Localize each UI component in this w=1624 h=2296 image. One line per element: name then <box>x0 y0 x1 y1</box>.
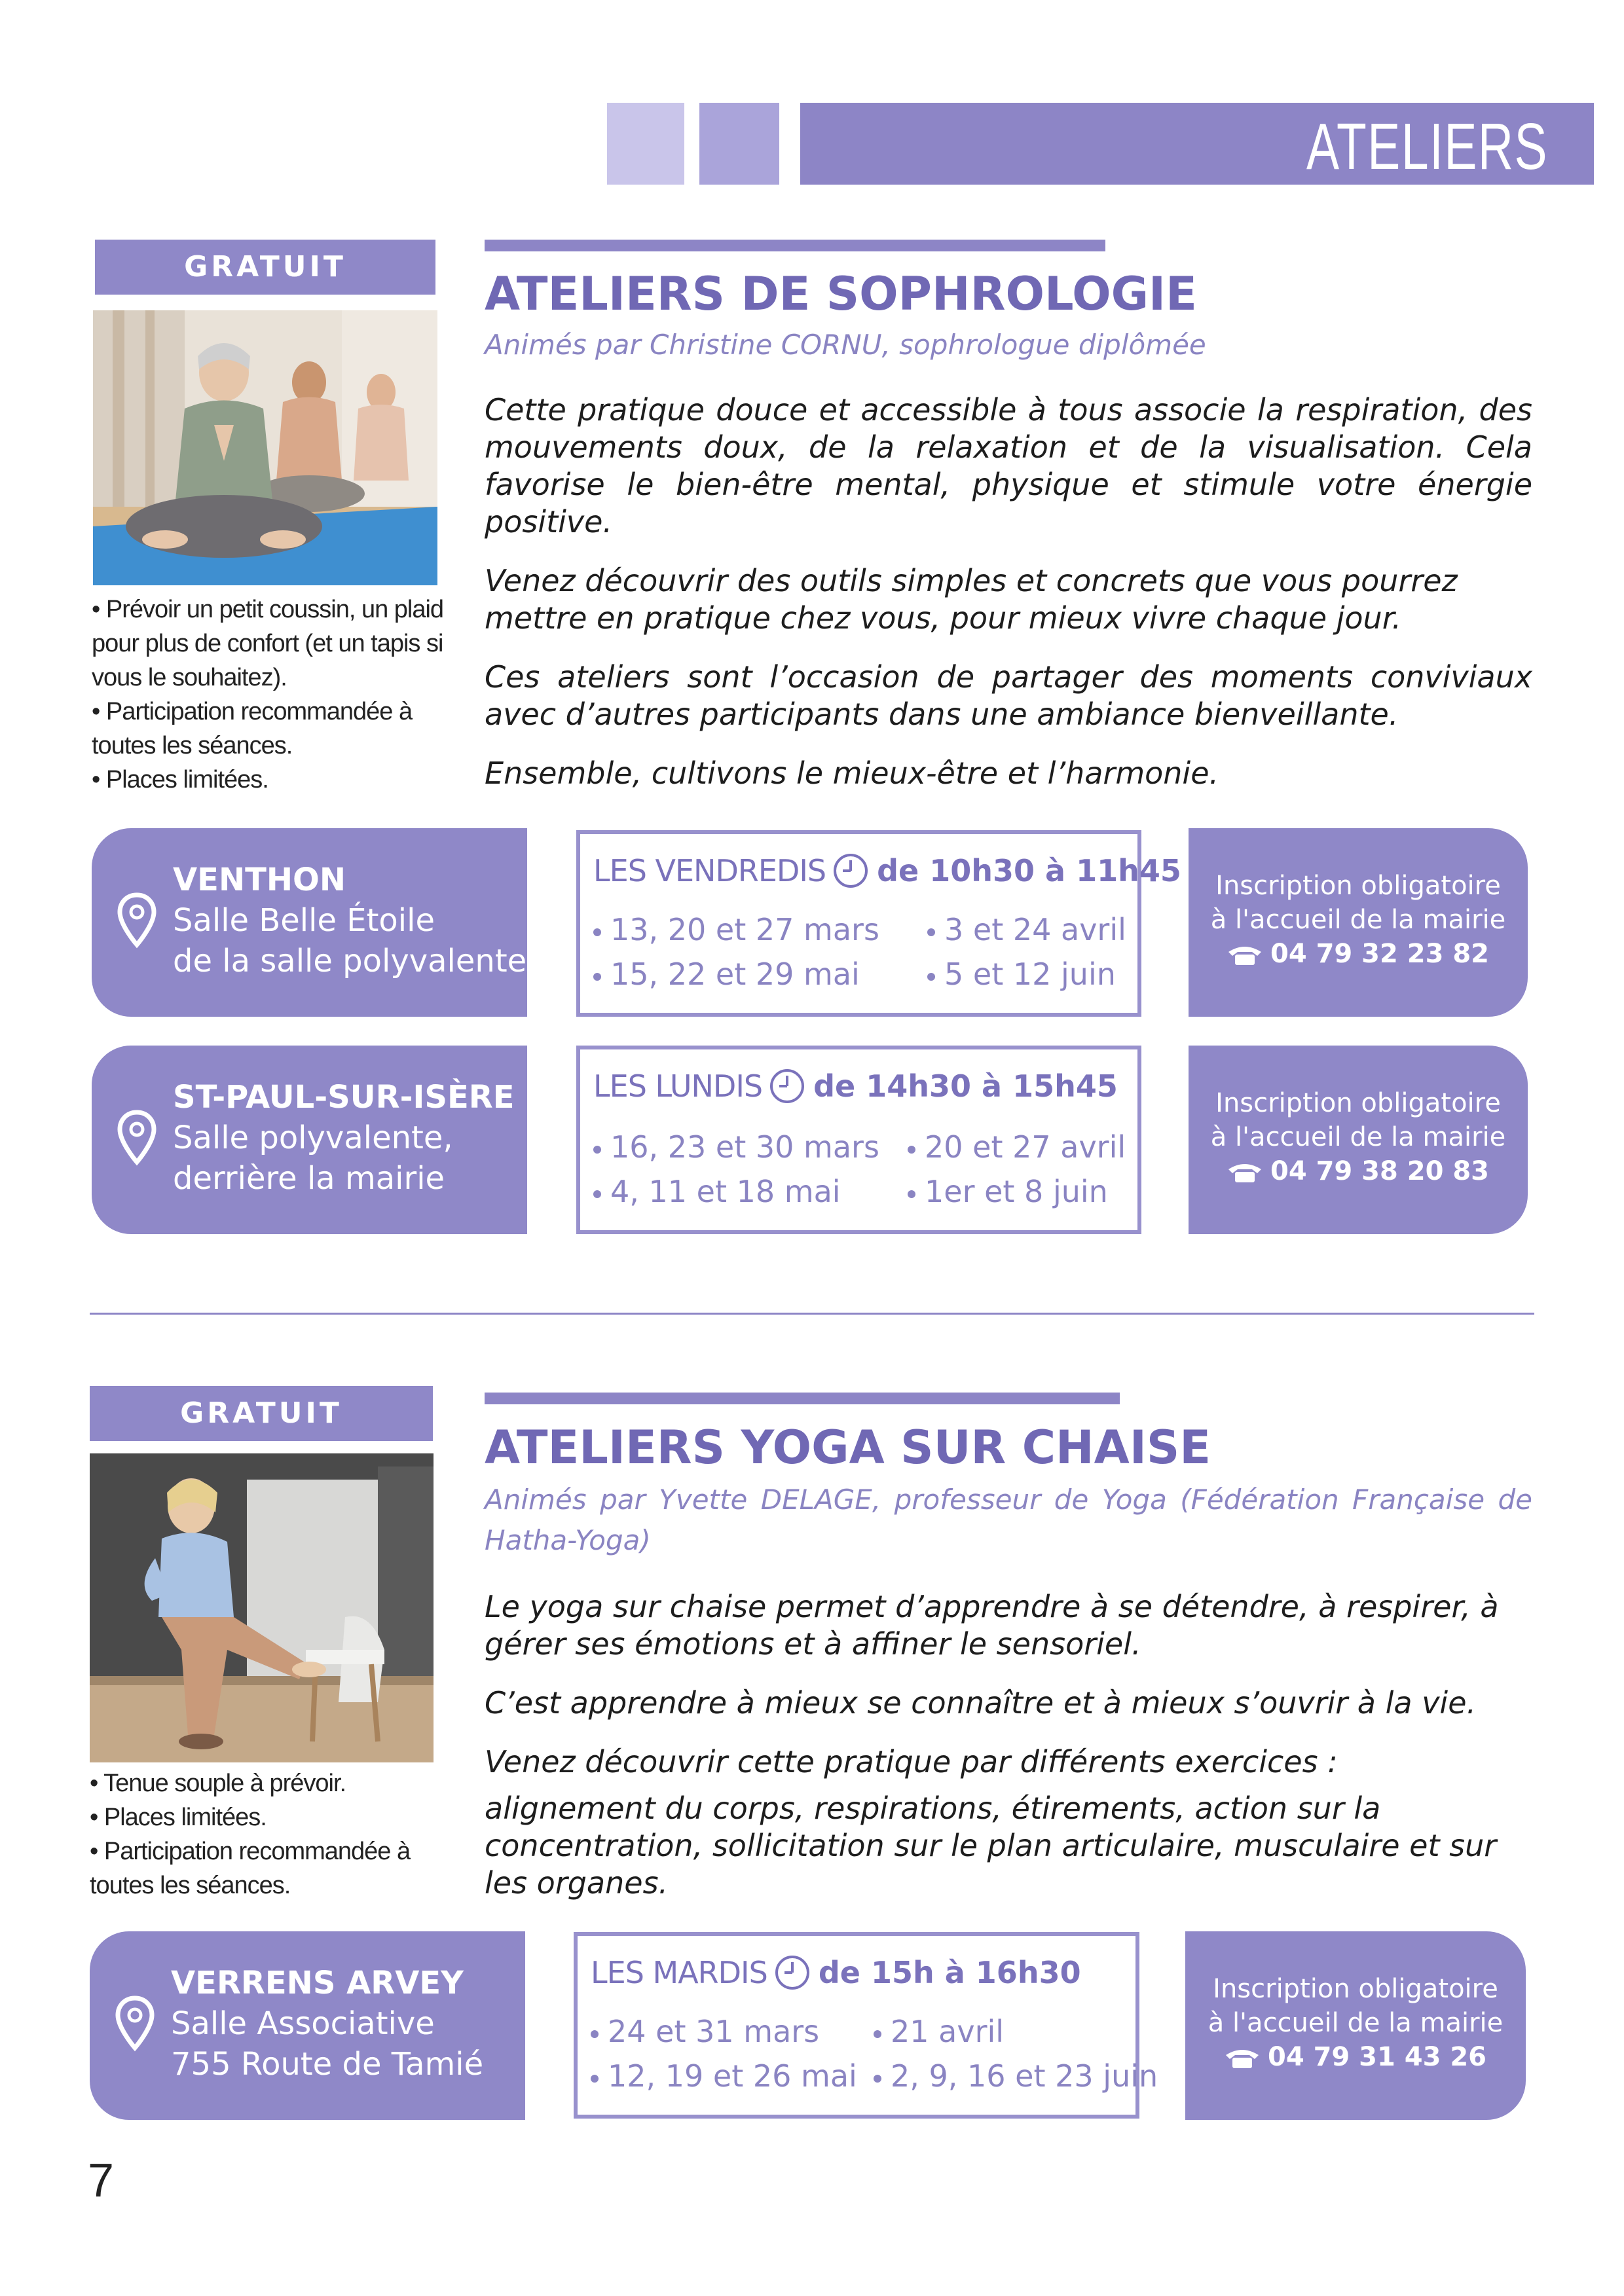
location-line: Salle Associative <box>171 2005 435 2042</box>
clock-icon <box>774 1954 811 1991</box>
schedule-time: de 10h30 à 11h45 <box>877 853 1181 888</box>
location-card <box>92 828 527 1017</box>
location-line: de la salle polyvalente <box>173 943 527 979</box>
date-item: 1er et 8 juin <box>908 1169 1126 1214</box>
page-title: ATELIERS <box>1306 110 1548 183</box>
free-badge: GRATUIT <box>90 1386 433 1441</box>
date-item: 15, 22 et 29 mai <box>593 952 879 996</box>
sophrologie-notes <box>92 592 445 797</box>
inscription-text: Inscription obligatoire <box>1215 871 1501 901</box>
location-card <box>90 1931 525 2120</box>
date-item: 20 et 27 avril <box>908 1125 1126 1169</box>
location-pin-icon <box>115 1995 155 2052</box>
schedule-day: LES VENDREDIS <box>593 853 826 888</box>
inscription-text: Inscription obligatoire <box>1215 1088 1501 1118</box>
location-name: VERRENS ARVEY <box>171 1965 464 2001</box>
clock-icon <box>832 852 869 889</box>
note-item: • Participation recommandée à toutes les séances. <box>90 1838 411 1899</box>
location-pin-icon <box>117 892 157 949</box>
section-divider <box>90 1313 1534 1315</box>
date-item: 16, 23 et 30 mars <box>593 1125 879 1169</box>
location-line: Salle polyvalente, <box>173 1120 453 1156</box>
inscription-card <box>1189 1046 1528 1234</box>
note-item: • Prévoir un petit coussin, un plaid pour plus de confort (et un tapis si vous le souhaitez). <box>92 596 444 691</box>
date-item: 24 et 31 mars <box>591 2009 857 2054</box>
header-square-mid <box>699 103 779 185</box>
clock-icon <box>769 1068 805 1104</box>
telephone-icon <box>1227 944 1263 966</box>
location-card <box>92 1046 527 1234</box>
note-item: • Places limitées. <box>92 766 268 793</box>
paragraph: Ces ateliers sont l’occasion de partager des moments conviviaux avec d’autres participants dans une ambiance bienveillante. <box>485 659 1532 732</box>
telephone-icon <box>1227 1161 1263 1184</box>
date-item: 4, 11 et 18 mai <box>593 1169 879 1214</box>
location-line: derrière la mairie <box>173 1160 445 1197</box>
location-line: Salle Belle Étoile <box>173 902 435 939</box>
schedule-day: LES MARDIS <box>591 1955 767 1990</box>
free-badge: GRATUIT <box>95 240 435 295</box>
schedule-time: de 15h à 16h30 <box>818 1955 1081 1990</box>
yoga-chair-photo <box>90 1453 434 1762</box>
phone-number: 04 79 32 23 82 <box>1270 939 1490 969</box>
schedule-box <box>576 830 1181 1017</box>
location-line: 755 Route de Tamié <box>171 2046 484 2083</box>
paragraph: Venez découvrir des outils simples et concrets que vous pourrez mettre en pratique chez vous, pour mieux vivre chaque jour. <box>485 563 1458 636</box>
inscription-card <box>1185 1931 1526 2120</box>
paragraph: Cette pratique douce et accessible à tous associe la respiration, des mouvements doux, de la relaxation et de la visualisation. Cela favorise le bien-être mental, physique et stimule votre énergie positive. <box>485 392 1532 539</box>
location-name: ST-PAUL-SUR-ISÈRE <box>173 1079 515 1116</box>
inscription-card <box>1189 828 1528 1017</box>
yoga-description <box>485 1588 1539 1923</box>
header-bar <box>800 103 1594 185</box>
inscription-text: Inscription obligatoire <box>1213 1974 1498 2004</box>
inscription-text: à l'accueil de la mairie <box>1210 1122 1506 1152</box>
inscription-text: à l'accueil de la mairie <box>1210 905 1506 935</box>
paragraph: alignement du corps, respirations, étirements, action sur la concentration, sollicitation sur le plan articulaire, musculaire et sur les organes. <box>485 1791 1497 1901</box>
telephone-icon <box>1225 2047 1260 2069</box>
location-pin-icon <box>117 1110 157 1166</box>
note-item: • Participation recommandée à toutes les séances. <box>92 698 413 759</box>
note-item: • Places limitées. <box>90 1804 267 1831</box>
section-title: ATELIERS YOGA SUR CHAISE <box>485 1421 1211 1474</box>
sophrologie-description <box>485 392 1532 814</box>
header-square-light <box>607 103 684 185</box>
yoga-notes <box>90 1766 443 1903</box>
schedule-time: de 14h30 à 15h45 <box>813 1068 1118 1104</box>
paragraph: C’est apprendre à mieux se connaître et à mieux s’ouvrir à la vie. <box>485 1685 1477 1721</box>
date-item: 2, 9, 16 et 23 juin <box>874 2054 1158 2098</box>
paragraph: Venez découvrir cette pratique par différents exercices : <box>485 1744 1338 1779</box>
inscription-text: à l'accueil de la mairie <box>1208 2008 1504 2038</box>
paragraph: Ensemble, cultivons le mieux-être et l’harmonie. <box>485 756 1219 791</box>
date-item: 12, 19 et 26 mai <box>591 2054 857 2098</box>
section-subtitle: Animés par Yvette DELAGE, professeur de Yoga (Fédération Française de Hatha-Yoga) <box>485 1484 1532 1556</box>
section-rule <box>485 1393 1120 1404</box>
section-subtitle: Animés par Christine CORNU, sophrologue diplômée <box>485 329 1206 361</box>
date-item: 21 avril <box>874 2009 1158 2054</box>
date-item: 5 et 12 juin <box>927 952 1126 996</box>
phone-number: 04 79 38 20 83 <box>1270 1156 1490 1186</box>
date-item: 3 et 24 avril <box>927 907 1126 952</box>
meditation-photo <box>93 310 437 585</box>
section-rule <box>485 240 1105 251</box>
location-name: VENTHON <box>173 862 346 898</box>
note-item: • Tenue souple à prévoir. <box>90 1770 346 1797</box>
schedule-day: LES LUNDIS <box>593 1068 763 1104</box>
phone-number: 04 79 31 43 26 <box>1267 2042 1487 2072</box>
schedule-box <box>574 1932 1158 2119</box>
schedule-box <box>576 1046 1141 1234</box>
section-title: ATELIERS DE SOPHROLOGIE <box>485 267 1197 321</box>
date-item: 13, 20 et 27 mars <box>593 907 879 952</box>
page-number: 7 <box>88 2155 115 2207</box>
paragraph: Le yoga sur chaise permet d’apprendre à se détendre, à respirer, à gérer ses émotions et à affiner le sensoriel. <box>485 1589 1499 1662</box>
